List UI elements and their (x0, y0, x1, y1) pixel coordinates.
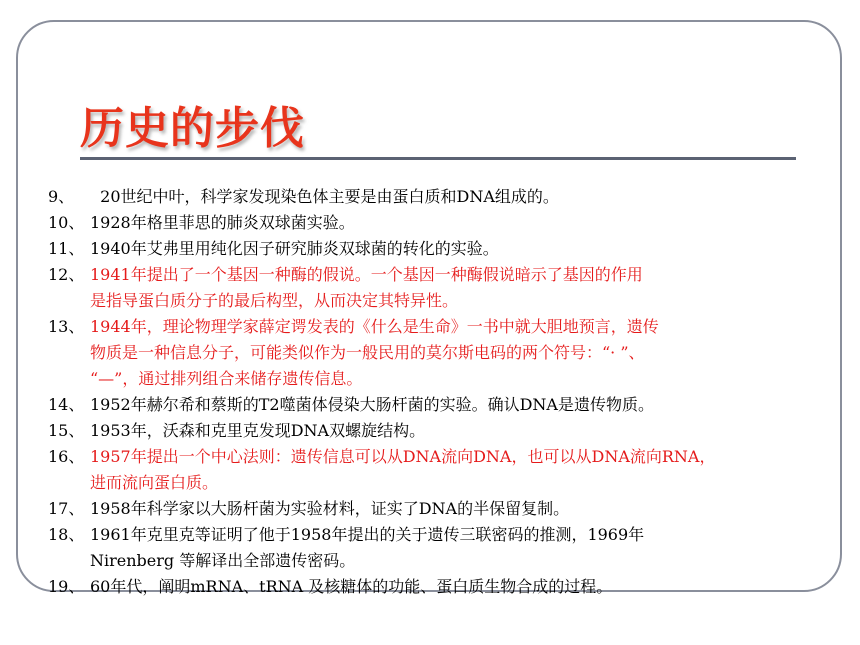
item-number: 10、 (48, 213, 85, 232)
list-item (48, 236, 860, 262)
item-text: 进而流向蛋白质。 (90, 473, 219, 492)
item-text: 1961年克里克等证明了他于1958年提出的关于遗传三联密码的推测，1969年 (90, 525, 645, 544)
list-item (48, 184, 860, 210)
list-item-highlighted (48, 314, 860, 392)
slide-title: 历史的步伐 (80, 103, 305, 154)
item-number: 12、 (48, 265, 85, 284)
item-text: 1944年，理论物理学家薛定谔发表的《什么是生命》一书中就大胆地预言，遗传 (90, 317, 659, 336)
item-text: “—”，通过排列组合来储存遗传信息。 (90, 369, 363, 388)
list-item (48, 418, 860, 444)
item-number: 13、 (48, 317, 85, 336)
item-text: 是指导蛋白质分子的最后构型，从而决定其特异性。 (90, 291, 459, 310)
item-text: 60年代，阐明mRNA、tRNA 及核糖体的功能、蛋白质生物合成的过程。 (90, 577, 613, 596)
list-item-highlighted (48, 444, 860, 496)
item-text: 1952年赫尔希和蔡斯的T2噬菌体侵染大肠杆菌的实验。确认DNA是遗传物质。 (90, 395, 654, 414)
history-list (48, 184, 860, 600)
list-item (48, 210, 860, 236)
list-item (48, 522, 860, 574)
item-text: 1940年艾弗里用纯化因子研究肺炎双球菌的转化的实验。 (90, 239, 499, 258)
item-number: 18、 (48, 525, 85, 544)
item-text: 物质是一种信息分子，可能类似作为一般民用的莫尔斯电码的两个符号：“· ”、 (90, 343, 645, 362)
item-text: 1928年格里菲思的肺炎双球菌实验。 (90, 213, 355, 232)
list-item-highlighted (48, 262, 860, 314)
item-number: 14、 (48, 395, 85, 414)
item-number: 9、 (48, 187, 75, 206)
item-text: 1941年提出了一个基因一种酶的假说。一个基因一种酶假说暗示了基因的作用 (90, 265, 643, 284)
item-text: 20世纪中叶，科学家发现染色体主要是由蛋白质和DNA组成的。 (90, 187, 559, 206)
title-underline (80, 157, 796, 160)
item-number: 15、 (48, 421, 85, 440)
item-text: 1953年，沃森和克里克发现DNA双螺旋结构。 (90, 421, 426, 440)
list-item (48, 496, 860, 522)
item-text: 1957年提出一个中心法则：遗传信息可以从DNA流向DNA，也可以从DNA流向RNA， (90, 447, 716, 466)
item-number: 11、 (48, 239, 85, 258)
list-item (48, 392, 860, 418)
item-text: Nirenberg 等解译出全部遗传密码。 (90, 551, 356, 570)
list-item (48, 574, 860, 600)
item-number: 19、 (48, 577, 85, 596)
item-number: 16、 (48, 447, 85, 466)
item-number: 17、 (48, 499, 85, 518)
item-text: 1958年科学家以大肠杆菌为实验材料，证实了DNA的半保留复制。 (90, 499, 570, 518)
